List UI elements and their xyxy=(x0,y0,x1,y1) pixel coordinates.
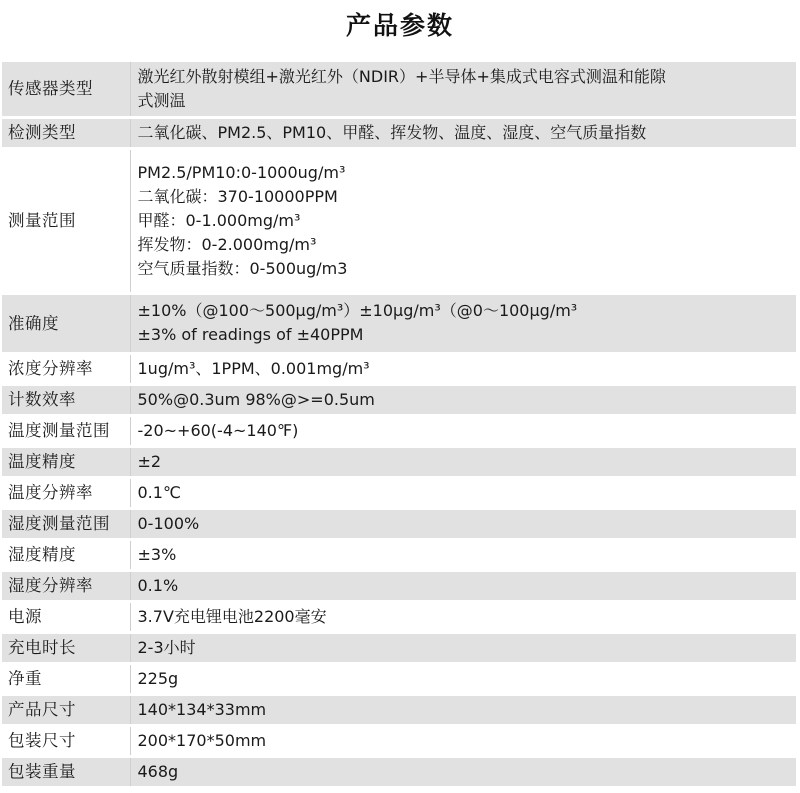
spec-value-line: 二氧化碳：370-10000PPM xyxy=(137,186,338,206)
spec-label: 湿度分辨率 xyxy=(2,570,130,601)
spec-row-accuracy xyxy=(2,293,796,353)
spec-row-humidity-accuracy xyxy=(2,539,796,570)
spec-label: 浓度分辨率 xyxy=(2,353,130,384)
spec-value xyxy=(130,62,796,117)
spec-value xyxy=(130,694,796,725)
spec-value-line: -20~+60(-4~140℉) xyxy=(137,421,299,440)
spec-value xyxy=(130,293,796,353)
spec-value-line: 3.7V充电锂电池2200毫安 xyxy=(137,607,327,626)
spec-label: 包装尺寸 xyxy=(2,725,130,756)
spec-row-temp-range xyxy=(2,415,796,446)
spec-value xyxy=(130,446,796,477)
spec-value xyxy=(130,601,796,632)
spec-value-line: 0.1% xyxy=(137,576,179,595)
spec-row-measure-range xyxy=(2,148,796,293)
spec-value xyxy=(130,477,796,508)
spec-label: 产品尺寸 xyxy=(2,694,130,725)
spec-value-line: 甲醛：0-1.000mg/m³ xyxy=(137,210,301,230)
spec-label: 测量范围 xyxy=(2,148,130,293)
spec-label: 充电时长 xyxy=(2,632,130,663)
spec-value-line: 2-3小时 xyxy=(137,638,196,657)
spec-value xyxy=(130,632,796,663)
spec-value-line: ±10%（@100～500μg/m³）±10μg/m³（@0～100μg/m³ xyxy=(137,301,578,320)
spec-row-package-weight xyxy=(2,756,796,787)
spec-row-package-size xyxy=(2,725,796,756)
spec-value xyxy=(130,570,796,601)
spec-value-line: 468g xyxy=(137,762,179,781)
spec-label: 温度精度 xyxy=(2,446,130,477)
spec-value-line: 二氧化碳、PM2.5、PM10、甲醛、挥发物、温度、湿度、空气质量指数 xyxy=(137,123,647,142)
spec-value xyxy=(130,508,796,539)
spec-value xyxy=(130,353,796,384)
spec-row-sensor-type xyxy=(2,62,796,117)
spec-label: 检测类型 xyxy=(2,117,130,148)
spec-row-detection-type xyxy=(2,117,796,148)
spec-row-count-efficiency xyxy=(2,384,796,415)
spec-row-concentration-resolution xyxy=(2,353,796,384)
page-title: 产品参数 xyxy=(345,11,454,40)
spec-label: 计数效率 xyxy=(2,384,130,415)
spec-table xyxy=(2,62,796,789)
spec-label: 包装重量 xyxy=(2,756,130,787)
spec-label: 传感器类型 xyxy=(2,62,130,117)
spec-label: 电源 xyxy=(2,601,130,632)
spec-value xyxy=(130,148,796,293)
spec-value-line: 140*134*33mm xyxy=(137,700,267,719)
spec-value-line: 空气质量指数：0-500ug/m3 xyxy=(137,258,348,278)
spec-row-temp-resolution xyxy=(2,477,796,508)
spec-label: 温度分辨率 xyxy=(2,477,130,508)
spec-value-line: 0-100% xyxy=(137,514,200,533)
spec-value xyxy=(130,725,796,756)
spec-label: 净重 xyxy=(2,663,130,694)
spec-row-humidity-resolution xyxy=(2,570,796,601)
spec-value-line: 式测温 xyxy=(137,90,186,110)
spec-value-line: ±2 xyxy=(137,452,162,471)
spec-value-line: 225g xyxy=(137,669,179,688)
spec-value-line: ±3% xyxy=(137,545,177,564)
spec-value xyxy=(130,384,796,415)
spec-row-product-size xyxy=(2,694,796,725)
spec-value-line: 激光红外散射模组+激光红外（NDIR）+半导体+集成式电容式测温和能隙 xyxy=(137,66,666,86)
spec-value xyxy=(130,117,796,148)
spec-row-temp-accuracy xyxy=(2,446,796,477)
spec-value-line: 0.1℃ xyxy=(137,483,181,502)
spec-row-humidity-range xyxy=(2,508,796,539)
spec-value-line: 挥发物：0-2.000mg/m³ xyxy=(137,234,317,254)
spec-label: 湿度精度 xyxy=(2,539,130,570)
spec-row-power xyxy=(2,601,796,632)
spec-row-net-weight xyxy=(2,663,796,694)
spec-value-line: ±3% of readings of ±40PPM xyxy=(137,325,364,344)
spec-value xyxy=(130,415,796,446)
spec-value-line: 1ug/m³、1PPM、0.001mg/m³ xyxy=(137,359,370,378)
spec-value-line: PM2.5/PM10:0-1000ug/m³ xyxy=(137,162,346,182)
spec-value-line: 50%@0.3um 98%@>=0.5um xyxy=(137,390,375,409)
spec-value-line: 200*170*50mm xyxy=(137,731,267,750)
spec-value xyxy=(130,663,796,694)
spec-label: 湿度测量范围 xyxy=(2,508,130,539)
spec-label: 准确度 xyxy=(2,293,130,353)
spec-value xyxy=(130,756,796,787)
spec-label: 温度测量范围 xyxy=(2,415,130,446)
spec-value xyxy=(130,539,796,570)
spec-row-charge-time xyxy=(2,632,796,663)
